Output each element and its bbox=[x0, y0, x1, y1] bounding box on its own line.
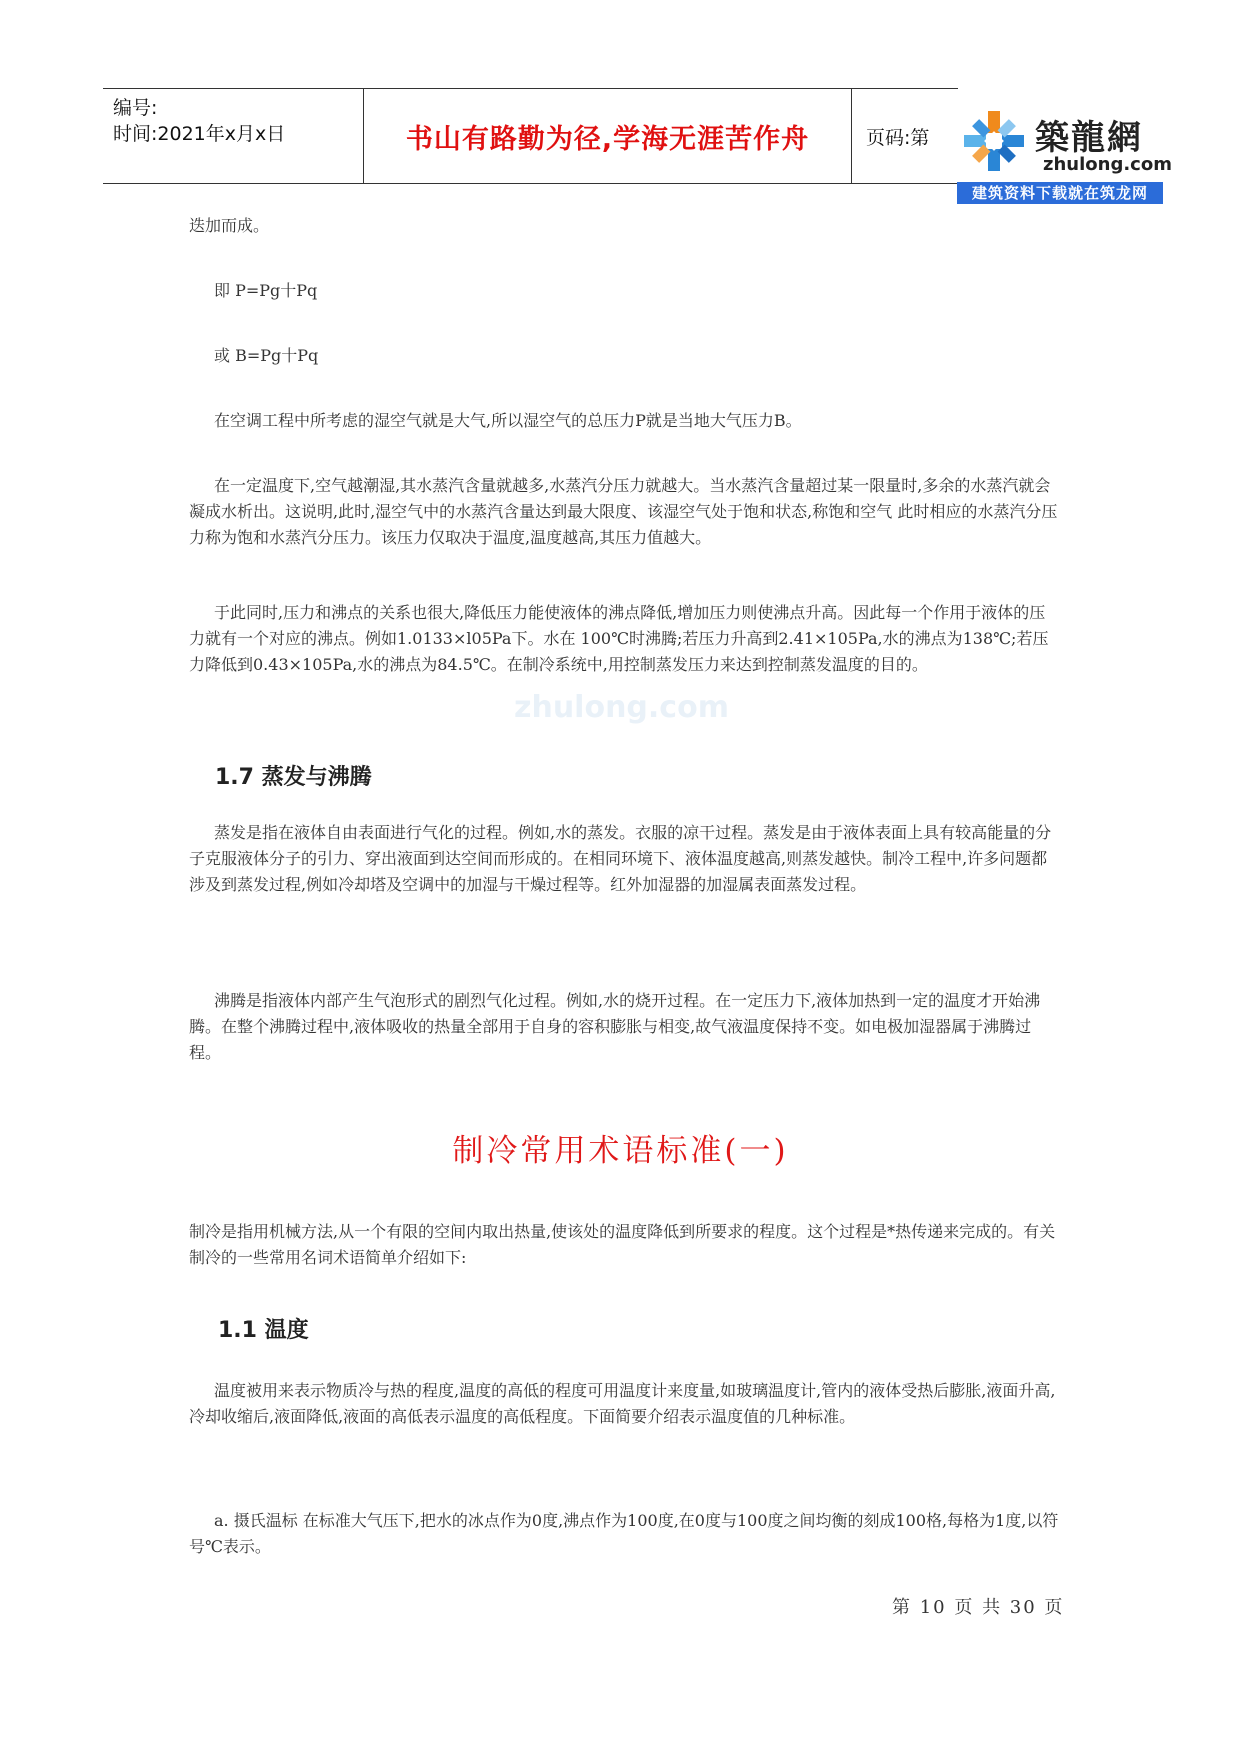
section-title: 制冷常用术语标准(一) bbox=[452, 1133, 789, 1169]
zhulong-logo bbox=[957, 104, 1172, 204]
heading-1-1: 1.1 温度 bbox=[218, 1318, 309, 1343]
time-label: 时间:2021年x月x日 bbox=[113, 123, 286, 145]
snowflake-emblem-icon bbox=[961, 108, 1027, 174]
paragraph-5: 在一定温度下,空气越潮湿,其水蒸汽含量就越多,水蒸汽分压力就越大。当水蒸汽含量超过某一限量时,多余的水蒸汽就会凝成水析出。这说明,此时,湿空气中的水蒸汽含量达到最大限度、该湿空气处于饱和状态,称饱和空气 此时相应的水蒸汽分压力称为饱和水蒸汽分压力。该压力仅取决于温度,温度越高,其压力值越大。 bbox=[189, 476, 1058, 547]
paragraph-11: a. 摄氏温标 在标准大气压下,把水的冰点作为0度,沸点作为100度,在0度与100度之间均衡的刻成100格,每格为1度,以符号℃表示。 bbox=[189, 1511, 1059, 1556]
header-motto-cell bbox=[364, 89, 852, 183]
paragraph-8: 沸腾是指液体内部产生气泡形式的剧烈气化过程。例如,水的烧开过程。在一定压力下,液体加热到一定的温度才开始沸腾。在整个沸腾过程中,液体吸收的热量全部用于自身的容积膨胀与相变,故气液温度保持不变。如电极加湿器属于沸腾过程。 bbox=[189, 991, 1041, 1062]
watermark-text: zhulong.com bbox=[514, 690, 729, 725]
paragraph-4: 在空调工程中所考虑的湿空气就是大气,所以湿空气的总压力P就是当地大气压力B。 bbox=[214, 411, 802, 430]
paragraph-formula-2: 或 B=Pg十Pq bbox=[214, 346, 319, 365]
logo-banner: 建筑资料下载就在筑龙网 bbox=[957, 182, 1163, 204]
paragraph-10: 温度被用来表示物质冷与热的程度,温度的高低的程度可用温度计来度量,如玻璃温度计,管内的液体受热后膨胀,液面升高,冷却收缩后,液面降低,液面的高低表示温度的高低程度。下面简要介绍表示温度值的几种标准。 bbox=[189, 1381, 1056, 1426]
page-label: 页码:第 bbox=[866, 126, 930, 149]
logo-chinese-name: 築龍網 bbox=[1035, 118, 1143, 158]
paragraph-1: 迭加而成。 bbox=[189, 216, 270, 235]
page-footer: 第 10 页 共 30 页 bbox=[892, 1597, 1065, 1618]
document-header bbox=[103, 88, 958, 184]
heading-1-7: 1.7 蒸发与沸腾 bbox=[215, 765, 372, 790]
paragraph-9: 制冷是指用机械方法,从一个有限的空间内取出热量,使该处的温度降低到所要求的程度。这个过程是*热传递来完成的。有关制冷的一些常用名词术语简单介绍如下: bbox=[189, 1222, 1056, 1267]
logo-domain: zhulong.com bbox=[1043, 154, 1172, 175]
number-label: 编号: bbox=[113, 97, 158, 119]
header-page-cell bbox=[852, 89, 958, 183]
paragraph-7: 蒸发是指在液体自由表面进行气化的过程。例如,水的蒸发。衣服的凉干过程。蒸发是由于液体表面上具有较高能量的分子克服液体分子的引力、穿出液面到达空间而形成的。在相同环境下、液体温度越高,则蒸发越快。制冷工程中,许多问题都涉及到蒸发过程,例如冷却塔及空调中的加湿与干燥过程等。红外加湿器的加湿属表面蒸发过程。 bbox=[189, 823, 1052, 894]
paragraph-6: 于此同时,压力和沸点的关系也很大,降低压力能使液体的沸点降低,增加压力则使沸点升高。因此每一个作用于液体的压力就有一个对应的沸点。例如1.0133×l05Pa下。水在 100℃时沸腾;若压力升高到2.41×105Pa,水的沸点为138℃;若压力降低到0.43×105Pa,水的沸点为84.5℃。在制冷系统中,用控制蒸发压力来达到控制蒸发温度的目的。 bbox=[189, 603, 1049, 674]
motto-text: 书山有路勤为径,学海无涯苦作舟 bbox=[405, 123, 810, 155]
paragraph-formula-1: 即 P=Pg十Pq bbox=[214, 281, 318, 300]
header-info-cell bbox=[103, 89, 364, 183]
